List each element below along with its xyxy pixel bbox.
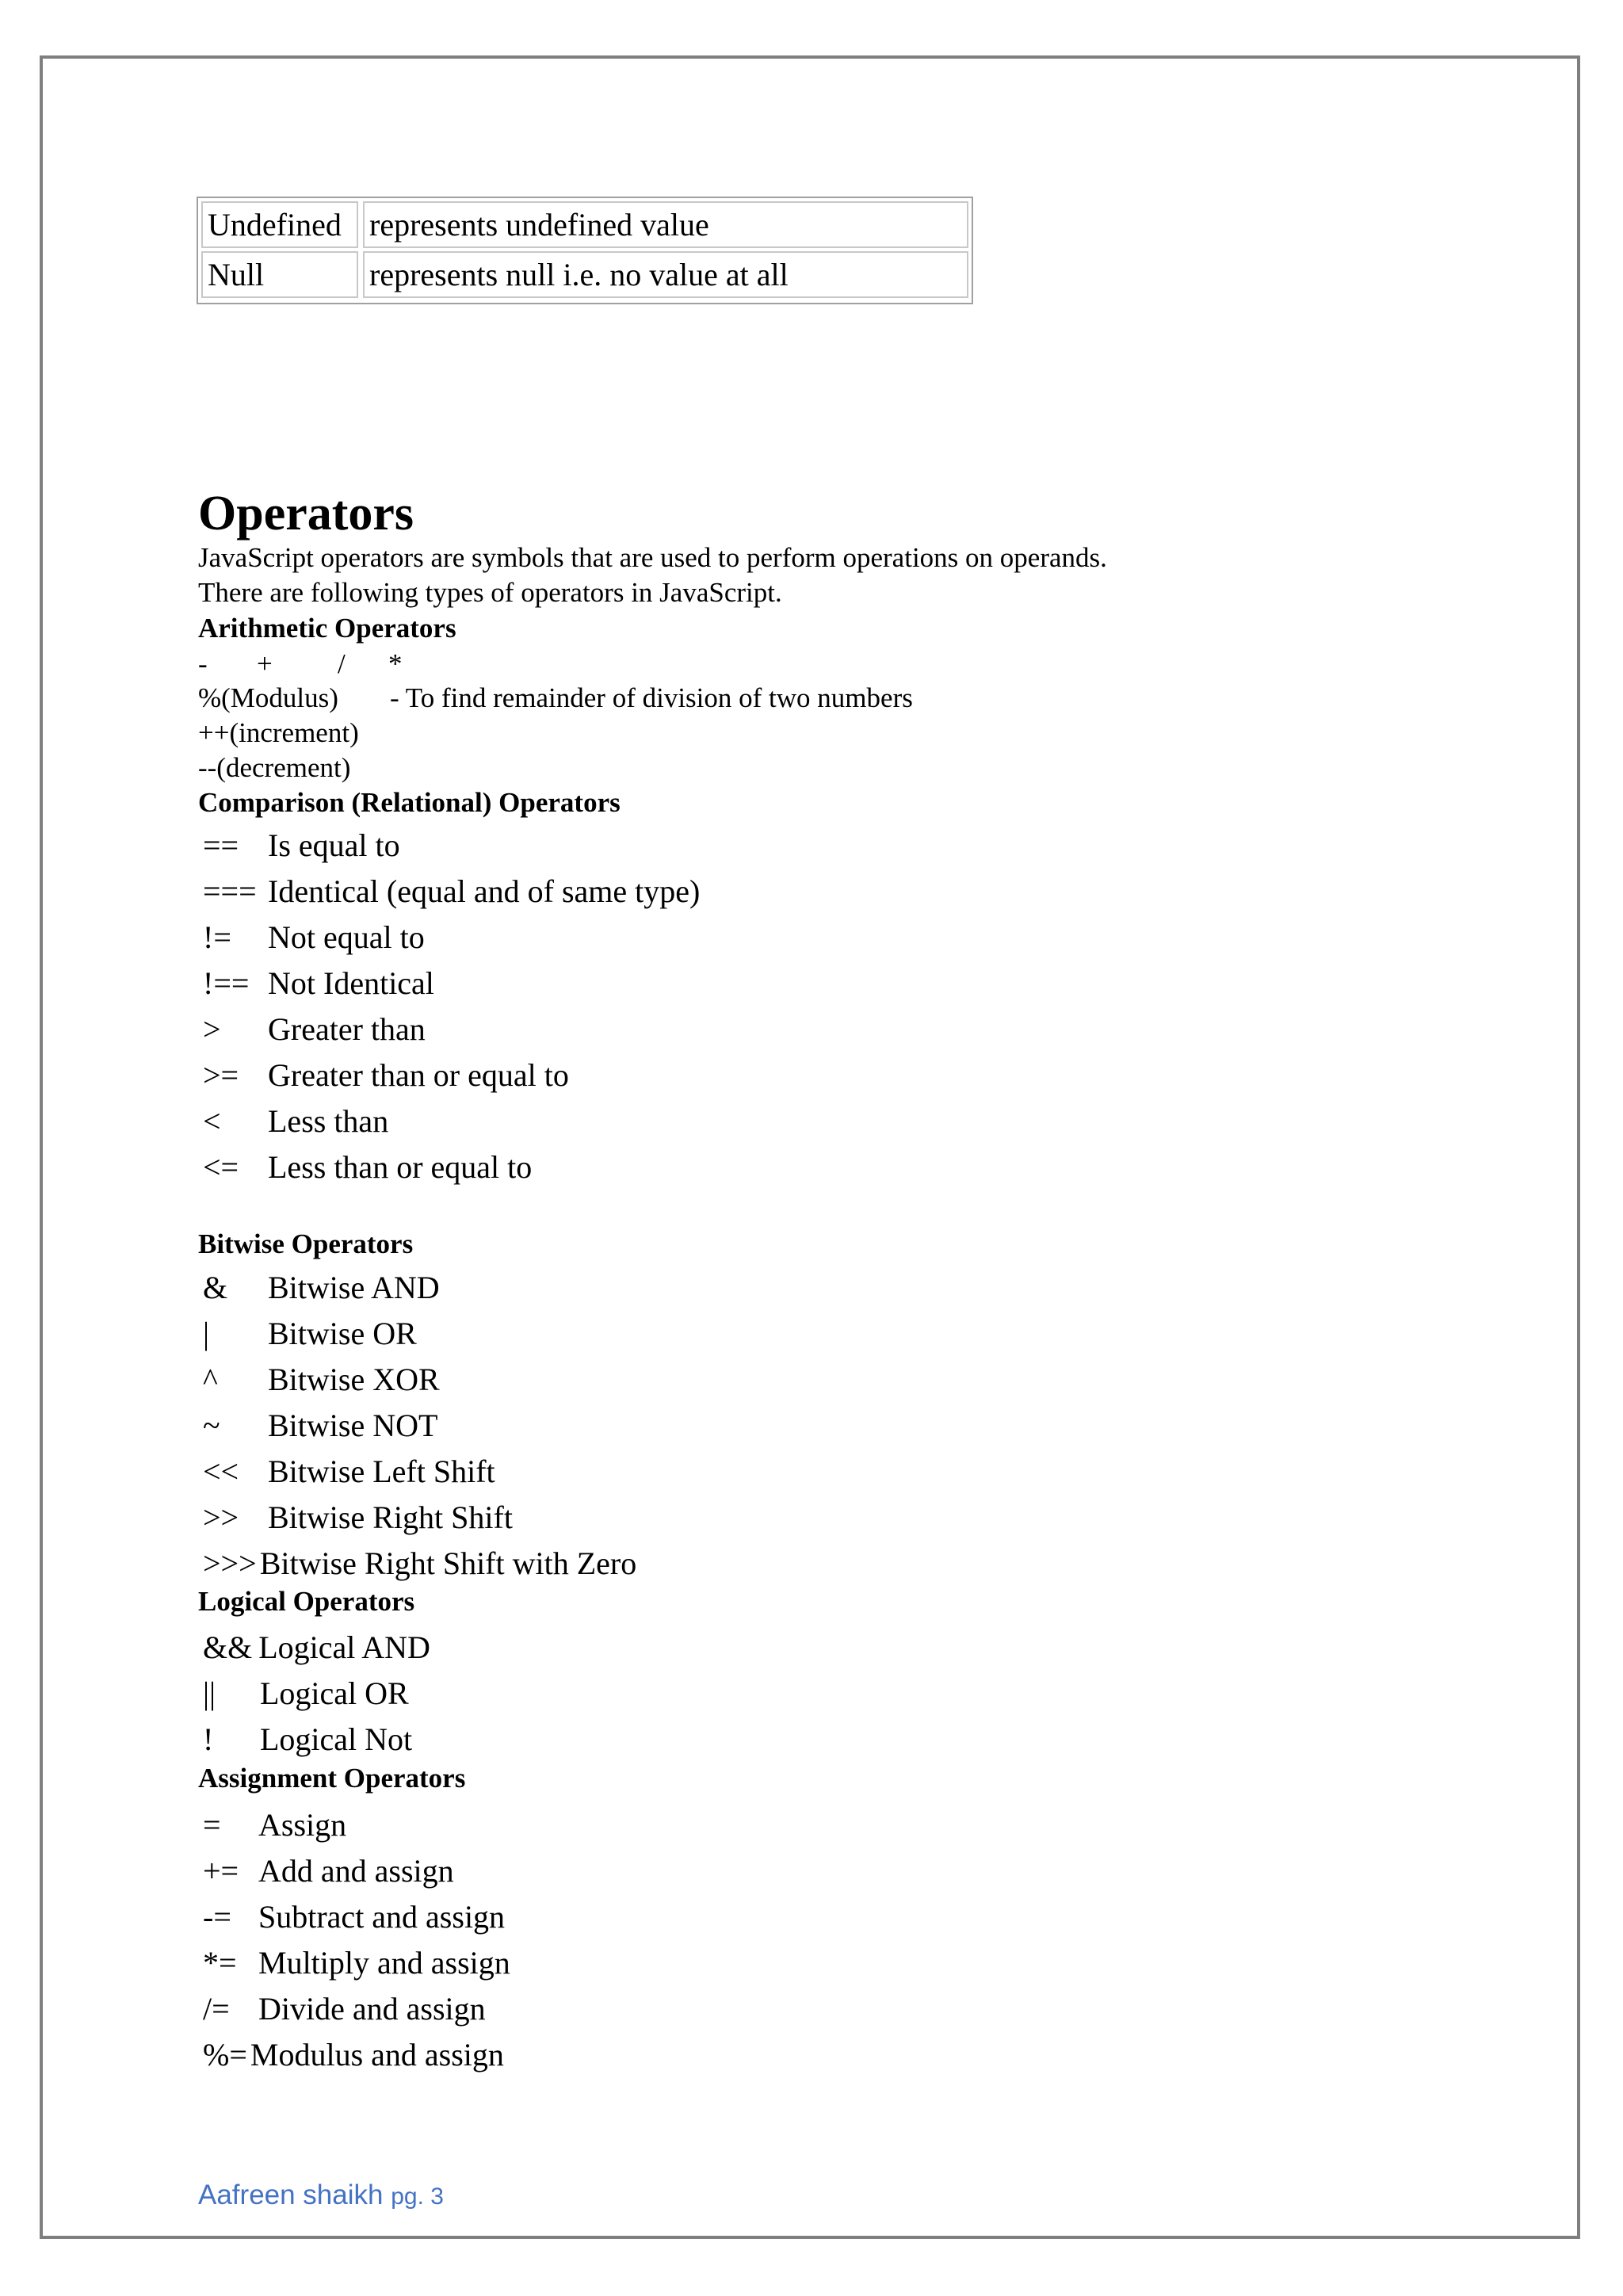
operator-desc: Add and assign xyxy=(258,1853,454,1889)
list-item xyxy=(203,1986,486,2032)
operator-symbol: ^ xyxy=(203,1362,218,1397)
operator-desc: Bitwise AND xyxy=(268,1270,440,1305)
operator-symbol: & xyxy=(203,1270,228,1305)
footer-author: Aafreen shaikh xyxy=(198,2179,384,2210)
list-item xyxy=(203,1940,510,1986)
operator-desc: Identical (equal and of same type) xyxy=(268,873,701,909)
operator-desc: Assign xyxy=(258,1807,347,1843)
list-item xyxy=(203,1449,495,1495)
operator-symbol: ! xyxy=(203,1721,214,1757)
operator-symbol: != xyxy=(203,919,231,955)
page-number: pg. 3 xyxy=(391,2183,444,2210)
description-cell: represents null i.e. no value at all xyxy=(363,251,968,298)
page-title: Operators xyxy=(198,487,414,541)
list-item xyxy=(203,1311,417,1357)
list-item xyxy=(203,1894,505,1940)
arithmetic-symbol: + xyxy=(257,648,273,679)
arithmetic-symbols xyxy=(198,647,403,682)
list-item xyxy=(203,2032,504,2078)
table-row xyxy=(201,251,968,298)
section-heading-arithmetic: Arithmetic Operators xyxy=(198,613,456,644)
operator-desc: Bitwise Right Shift xyxy=(268,1499,513,1535)
operator-desc: Divide and assign xyxy=(258,1991,486,2027)
list-item xyxy=(203,1144,532,1190)
arithmetic-symbol: - xyxy=(198,648,208,679)
operator-symbol: *= xyxy=(203,1945,237,1981)
operator-desc: Less than xyxy=(268,1103,389,1139)
list-item xyxy=(203,1625,430,1671)
type-cell: Undefined xyxy=(201,201,358,248)
operator-symbol: && xyxy=(203,1629,253,1665)
list-item xyxy=(203,1265,440,1311)
list-item xyxy=(203,1848,454,1894)
operator-symbol: == xyxy=(203,827,239,863)
increment-line: ++(increment) xyxy=(198,717,359,748)
list-item xyxy=(203,1717,412,1763)
operator-symbol: === xyxy=(203,873,257,909)
list-item xyxy=(203,1357,440,1403)
operator-symbol: <= xyxy=(203,1149,239,1185)
list-item xyxy=(203,1495,513,1541)
operator-desc: Multiply and assign xyxy=(258,1945,510,1981)
operator-symbol: < xyxy=(203,1103,221,1139)
modulus-op: %(Modulus) xyxy=(198,682,338,713)
section-heading-bitwise: Bitwise Operators xyxy=(198,1228,414,1259)
section-heading-comparison: Comparison (Relational) Operators xyxy=(198,787,621,818)
operator-symbol: !== xyxy=(203,965,250,1001)
operator-desc: Logical AND xyxy=(258,1629,430,1665)
operator-symbol: | xyxy=(203,1316,210,1351)
type-cell: Null xyxy=(201,251,358,298)
operator-symbol: << xyxy=(203,1454,239,1489)
operator-desc: Modulus and assign xyxy=(250,2037,504,2073)
operator-symbol: %= xyxy=(203,2037,247,2073)
list-item xyxy=(203,1403,437,1449)
operator-desc: Not Identical xyxy=(268,965,434,1001)
table-row xyxy=(201,201,968,248)
operator-desc: Not equal to xyxy=(268,919,425,955)
arithmetic-symbol: / xyxy=(338,648,346,679)
operator-symbol: += xyxy=(203,1853,239,1889)
operator-symbol: -= xyxy=(203,1899,231,1935)
list-item xyxy=(203,1802,346,1848)
decrement-line: --(decrement) xyxy=(198,752,351,783)
operator-desc: Is equal to xyxy=(268,827,400,863)
section-heading-logical: Logical Operators xyxy=(198,1586,415,1617)
list-item xyxy=(203,1541,636,1587)
operator-desc: Logical Not xyxy=(260,1721,413,1757)
intro-line: JavaScript operators are symbols that are used to perform operations on operands. xyxy=(198,542,1107,573)
operator-desc: Bitwise Right Shift with Zero xyxy=(259,1545,637,1581)
description-cell: represents undefined value xyxy=(363,201,968,248)
operator-symbol: >>> xyxy=(203,1545,257,1581)
operator-desc: Greater than xyxy=(268,1011,426,1047)
operator-desc: Bitwise OR xyxy=(268,1316,417,1351)
arithmetic-symbol: * xyxy=(388,648,403,679)
list-item xyxy=(203,1671,409,1717)
operator-symbol: || xyxy=(203,1675,216,1711)
operator-symbol: >> xyxy=(203,1499,239,1535)
list-item xyxy=(203,1052,569,1098)
list-item xyxy=(203,1098,388,1144)
data-types-table xyxy=(197,197,973,304)
section-heading-assignment: Assignment Operators xyxy=(198,1763,466,1794)
operator-desc: Subtract and assign xyxy=(258,1899,506,1935)
list-item xyxy=(203,869,700,915)
operator-desc: Less than or equal to xyxy=(268,1149,533,1185)
list-item xyxy=(203,961,434,1007)
operator-symbol: /= xyxy=(203,1991,230,2027)
intro-line: There are following types of operators in JavaScript. xyxy=(198,577,782,608)
operator-desc: Bitwise Left Shift xyxy=(268,1454,495,1489)
operator-desc: Logical OR xyxy=(260,1675,409,1711)
operator-symbol: > xyxy=(203,1011,221,1047)
modulus-line xyxy=(198,681,913,716)
list-item xyxy=(203,915,425,961)
operator-symbol: >= xyxy=(203,1057,239,1093)
list-item xyxy=(203,823,400,869)
operator-desc: Bitwise NOT xyxy=(268,1408,438,1443)
operator-desc: Greater than or equal to xyxy=(268,1057,569,1093)
operator-symbol: ~ xyxy=(203,1408,220,1443)
list-item xyxy=(203,1007,426,1052)
operator-symbol: = xyxy=(203,1807,221,1843)
page-footer xyxy=(198,2178,444,2214)
modulus-desc: - To find remainder of division of two numbers xyxy=(390,682,913,713)
operator-desc: Bitwise XOR xyxy=(268,1362,440,1397)
